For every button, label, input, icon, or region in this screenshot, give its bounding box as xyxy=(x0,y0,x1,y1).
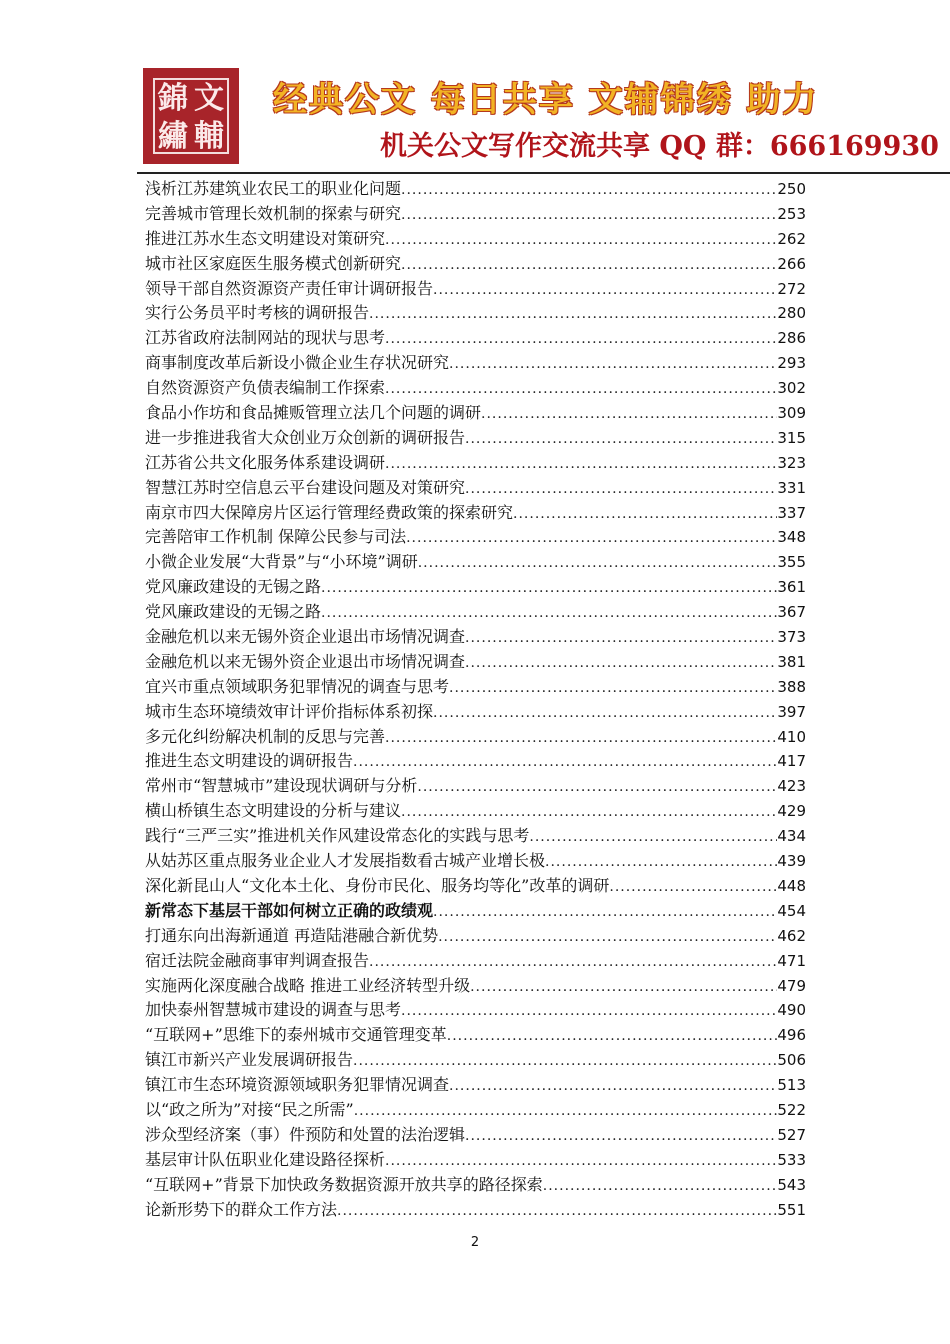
toc-entry-title: 打通东向出海新通道 再造陆港融合新优势 xyxy=(145,925,439,945)
header-slogan: 经典公文 每日共享 文辅锦绣 助力 xyxy=(273,80,819,120)
toc-entry-page: 429 xyxy=(777,802,806,821)
toc-entry[interactable] xyxy=(145,1173,806,1198)
toc-leader-dots xyxy=(449,352,777,377)
toc-entry[interactable] xyxy=(145,799,806,824)
toc-entry[interactable] xyxy=(145,401,806,426)
toc-entry-title: 完善陪审工作机制 保障公民参与司法 xyxy=(145,527,407,547)
toc-entry-page: 506 xyxy=(777,1051,806,1070)
logo-char: 輔 xyxy=(194,119,224,154)
toc-entry-page: 490 xyxy=(777,1001,806,1020)
toc-entry-title: 多元化纠纷解决机制的反思与完善 xyxy=(145,726,386,746)
toc-leader-dots xyxy=(433,278,777,303)
toc-entry-title: 完善城市管理长效机制的探索与研究 xyxy=(145,203,402,223)
toc-entry-page: 471 xyxy=(777,951,806,970)
toc-entry-title: 深化新昆山人“文化本土化、身份市民化、服务均等化”改革的调研 xyxy=(145,875,610,895)
toc-entry-page: 315 xyxy=(777,428,806,447)
toc-entry-page: 462 xyxy=(777,926,806,945)
toc-entry[interactable] xyxy=(145,725,806,750)
toc-entry-title: 宜兴市重点领域职务犯罪情况的调查与思考 xyxy=(145,676,450,696)
toc-entry[interactable] xyxy=(145,700,806,725)
toc-entry-page: 527 xyxy=(777,1125,806,1144)
toc-entry-page: 454 xyxy=(777,901,806,920)
toc-leader-dots xyxy=(354,1099,778,1124)
logo-char: 文 xyxy=(194,81,224,116)
toc-leader-dots xyxy=(385,1149,777,1174)
toc-entry[interactable] xyxy=(145,1073,806,1098)
toc-leader-dots xyxy=(465,477,777,502)
toc-leader-dots xyxy=(465,651,777,676)
toc-entry-page: 551 xyxy=(777,1200,806,1219)
toc-entry-title: 江苏省政府法制网站的现状与思考 xyxy=(145,328,386,348)
toc-entry-title: 南京市四大保障房片区运行管理经费政策的探索研究 xyxy=(145,502,514,522)
toc-entry[interactable] xyxy=(145,899,806,924)
toc-entry-page: 348 xyxy=(777,528,806,547)
toc-entry-page: 448 xyxy=(777,876,806,895)
toc-entry-page: 381 xyxy=(777,652,806,671)
toc-entry-page: 253 xyxy=(777,204,806,223)
toc-entry[interactable] xyxy=(145,550,806,575)
toc-entry-title: 城市社区家庭医生服务模式创新研究 xyxy=(145,253,402,273)
toc-entry-page: 513 xyxy=(777,1076,806,1095)
toc-entry-page: 302 xyxy=(777,379,806,398)
toc-leader-dots xyxy=(465,1124,777,1149)
toc-entry-page: 361 xyxy=(777,578,806,597)
toc-entry-title: “互联网+”思维下的泰州城市交通管理变革 xyxy=(145,1025,447,1045)
toc-entry[interactable] xyxy=(145,650,806,675)
toc-leader-dots xyxy=(369,302,777,327)
toc-leader-dots xyxy=(449,676,777,701)
toc-entry-title: 加快泰州智慧城市建设的调查与思考 xyxy=(145,1000,402,1020)
toc-entry-page: 373 xyxy=(777,628,806,647)
toc-entry[interactable] xyxy=(145,202,806,227)
toc-entry[interactable] xyxy=(145,451,806,476)
toc-entry-title: 自然资源资产负债表编制工作探索 xyxy=(145,378,386,398)
toc-entry[interactable] xyxy=(145,227,806,252)
toc-leader-dots xyxy=(369,950,777,975)
toc-entry[interactable] xyxy=(145,252,806,277)
toc-entry-page: 533 xyxy=(777,1150,806,1169)
qq-group-banner: 机关公文写作交流共享 QQ 群：666169930 xyxy=(380,131,939,162)
toc-entry-title: 城市生态环境绩效审计评价指标体系初探 xyxy=(145,701,434,721)
toc-entry[interactable] xyxy=(145,1048,806,1073)
toc-entry-title: 从姑苏区重点服务业企业人才发展指数看古城产业增长极 xyxy=(145,851,546,871)
toc-leader-dots xyxy=(406,526,777,551)
toc-leader-dots xyxy=(449,1074,777,1099)
toc-entry[interactable] xyxy=(145,301,806,326)
toc-leader-dots xyxy=(543,1174,778,1199)
toc-entry-page: 309 xyxy=(777,404,806,423)
toc-entry[interactable] xyxy=(145,277,806,302)
toc-leader-dots xyxy=(433,900,777,925)
toc-leader-dots xyxy=(401,800,777,825)
toc-entry-page: 293 xyxy=(777,354,806,373)
toc-entry[interactable] xyxy=(145,774,806,799)
toc-leader-dots xyxy=(385,377,777,402)
toc-leader-dots xyxy=(433,701,777,726)
logo-seal xyxy=(153,78,229,154)
toc-entry-page: 337 xyxy=(777,503,806,522)
toc-entry-page: 410 xyxy=(777,727,806,746)
toc-entry-page: 355 xyxy=(777,553,806,572)
toc-entry[interactable] xyxy=(145,1023,806,1048)
toc-entry[interactable] xyxy=(145,675,806,700)
toc-leader-dots xyxy=(401,203,777,228)
toc-entry[interactable] xyxy=(145,974,806,999)
toc-entry-title: 横山桥镇生态文明建设的分析与建议 xyxy=(145,801,402,821)
toc-entry[interactable] xyxy=(145,1098,806,1123)
toc-leader-dots xyxy=(529,825,777,850)
toc-leader-dots xyxy=(470,975,777,1000)
toc-entry[interactable] xyxy=(145,476,806,501)
toc-leader-dots xyxy=(385,452,777,477)
toc-entry-title: 智慧江苏时空信息云平台建设问题及对策研究 xyxy=(145,477,466,497)
toc-leader-dots xyxy=(609,875,777,900)
toc-entry-page: 280 xyxy=(777,304,806,323)
toc-entry-title: 江苏省公共文化服务体系建设调研 xyxy=(145,452,386,472)
toc-entry-title: 食品小作坊和食品摊贩管理立法几个问题的调研 xyxy=(145,403,482,423)
toc-entry-title: “互联网+”背景下加快政务数据资源开放共享的路径探索 xyxy=(145,1174,543,1194)
toc-entry-title: 小微企业发展“大背景”与“小环境”调研 xyxy=(145,552,418,572)
toc-entry-title: 浅析江苏建筑业农民工的职业化问题 xyxy=(145,179,402,198)
toc-entry-page: 286 xyxy=(777,329,806,348)
toc-leader-dots xyxy=(417,775,777,800)
toc-leader-dots xyxy=(353,1049,777,1074)
toc-entry-title: 党风廉政建设的无锡之路 xyxy=(145,577,322,597)
logo-char: 繡 xyxy=(158,119,188,154)
toc-entry-title: 实施两化深度融合战略 推进工业经济转型升级 xyxy=(145,975,471,995)
toc-entry-title: 基层审计队伍职业化建设路径探析 xyxy=(145,1149,386,1169)
toc-leader-dots xyxy=(401,253,777,278)
toc-entry[interactable] xyxy=(145,1198,806,1223)
toc-entry[interactable] xyxy=(145,824,806,849)
toc-entry-page: 423 xyxy=(777,777,806,796)
toc-leader-dots xyxy=(385,327,777,352)
toc-entry-title: 以“政之所为”对接“民之所需” xyxy=(145,1099,354,1119)
toc-entry-page: 388 xyxy=(777,677,806,696)
toc-leader-dots xyxy=(353,750,777,775)
toc-leader-dots xyxy=(481,402,777,427)
toc-entry-page: 439 xyxy=(777,852,806,871)
toc-entry[interactable] xyxy=(145,351,806,376)
toc-entry[interactable] xyxy=(145,525,806,550)
toc-entry-page: 262 xyxy=(777,229,806,248)
toc-entry-page: 367 xyxy=(777,603,806,622)
toc-entry[interactable] xyxy=(145,949,806,974)
toc-entry-page: 522 xyxy=(777,1100,806,1119)
page-header xyxy=(143,66,950,168)
toc-entry[interactable] xyxy=(145,1123,806,1148)
toc-entry-page: 543 xyxy=(777,1175,806,1194)
toc-entry-title: 党风廉政建设的无锡之路 xyxy=(145,602,322,622)
toc-entry-title: 进一步推进我省大众创业万众创新的调研报告 xyxy=(145,427,466,447)
toc-entry-title: 推进江苏水生态文明建设对策研究 xyxy=(145,228,386,248)
toc-entry-page: 331 xyxy=(777,478,806,497)
toc-entry-title: 金融危机以来无锡外资企业退出市场情况调查 xyxy=(145,651,466,671)
toc-leader-dots xyxy=(321,576,777,601)
toc-entry-page: 434 xyxy=(777,827,806,846)
toc-entry-title: 商事制度改革后新设小微企业生存状况研究 xyxy=(145,353,450,373)
toc-entry[interactable] xyxy=(145,849,806,874)
toc-entry[interactable] xyxy=(145,326,806,351)
toc-leader-dots xyxy=(438,925,777,950)
toc-entry[interactable] xyxy=(145,426,806,451)
toc-entry-title: 镇江市新兴产业发展调研报告 xyxy=(145,1050,354,1070)
page-number: 2 xyxy=(470,1235,480,1250)
toc-leader-dots xyxy=(401,999,777,1024)
toc-leader-dots xyxy=(447,1024,778,1049)
toc-entry-page: 250 xyxy=(777,180,806,198)
toc-entry-title: 论新形势下的群众工作方法 xyxy=(145,1199,338,1219)
toc-leader-dots xyxy=(337,1199,777,1224)
toc-entry-page: 272 xyxy=(777,279,806,298)
toc-entry-title: 领导干部自然资源资产责任审计调研报告 xyxy=(145,278,434,298)
toc-entry-title: 新常态下基层干部如何树立正确的政绩观 xyxy=(145,900,434,920)
toc-entry-title: 涉众型经济案（事）件预防和处置的法治逻辑 xyxy=(145,1124,466,1144)
toc-leader-dots xyxy=(513,502,777,527)
toc-entry-page: 397 xyxy=(777,702,806,721)
header-divider xyxy=(137,172,950,174)
toc-entry[interactable] xyxy=(145,924,806,949)
toc-leader-dots xyxy=(401,178,777,203)
toc-entry-page: 417 xyxy=(777,752,806,771)
toc-entry-page: 266 xyxy=(777,254,806,273)
toc-entry[interactable] xyxy=(145,874,806,899)
toc-entry[interactable] xyxy=(145,600,806,625)
logo-char: 錦 xyxy=(158,81,188,116)
toc-leader-dots xyxy=(385,726,777,751)
toc-entry[interactable] xyxy=(145,575,806,600)
toc-entry-page: 323 xyxy=(777,453,806,472)
toc-entry[interactable] xyxy=(145,625,806,650)
brand-logo xyxy=(143,68,239,164)
toc-leader-dots xyxy=(385,228,777,253)
toc-entry-title: 金融危机以来无锡外资企业退出市场情况调查 xyxy=(145,627,466,647)
toc-entry[interactable] xyxy=(145,376,806,401)
toc-entry-title: 实行公务员平时考核的调研报告 xyxy=(145,303,370,323)
toc-entry-title: 推进生态文明建设的调研报告 xyxy=(145,751,354,771)
toc-entry[interactable] xyxy=(145,749,806,774)
toc-entry[interactable] xyxy=(145,1148,806,1173)
toc-entry-page: 479 xyxy=(777,976,806,995)
toc-leader-dots xyxy=(321,601,777,626)
toc-entry-title: 镇江市生态环境资源领域职务犯罪情况调查 xyxy=(145,1075,450,1095)
toc-leader-dots xyxy=(418,551,778,576)
toc-leader-dots xyxy=(465,626,777,651)
toc-entry-title: 宿迁法院金融商事审判调查报告 xyxy=(145,950,370,970)
toc-entry-title: 践行“三严三实”推进机关作风建设常态化的实践与思考 xyxy=(145,826,530,846)
toc-entry-page: 496 xyxy=(777,1026,806,1045)
toc-leader-dots xyxy=(545,850,777,875)
toc-entry[interactable] xyxy=(145,177,806,202)
table-of-contents xyxy=(145,177,806,1222)
toc-leader-dots xyxy=(465,427,777,452)
toc-entry-title: 常州市“智慧城市”建设现状调研与分析 xyxy=(145,776,418,796)
toc-entry[interactable] xyxy=(145,501,806,526)
toc-entry[interactable] xyxy=(145,998,806,1023)
